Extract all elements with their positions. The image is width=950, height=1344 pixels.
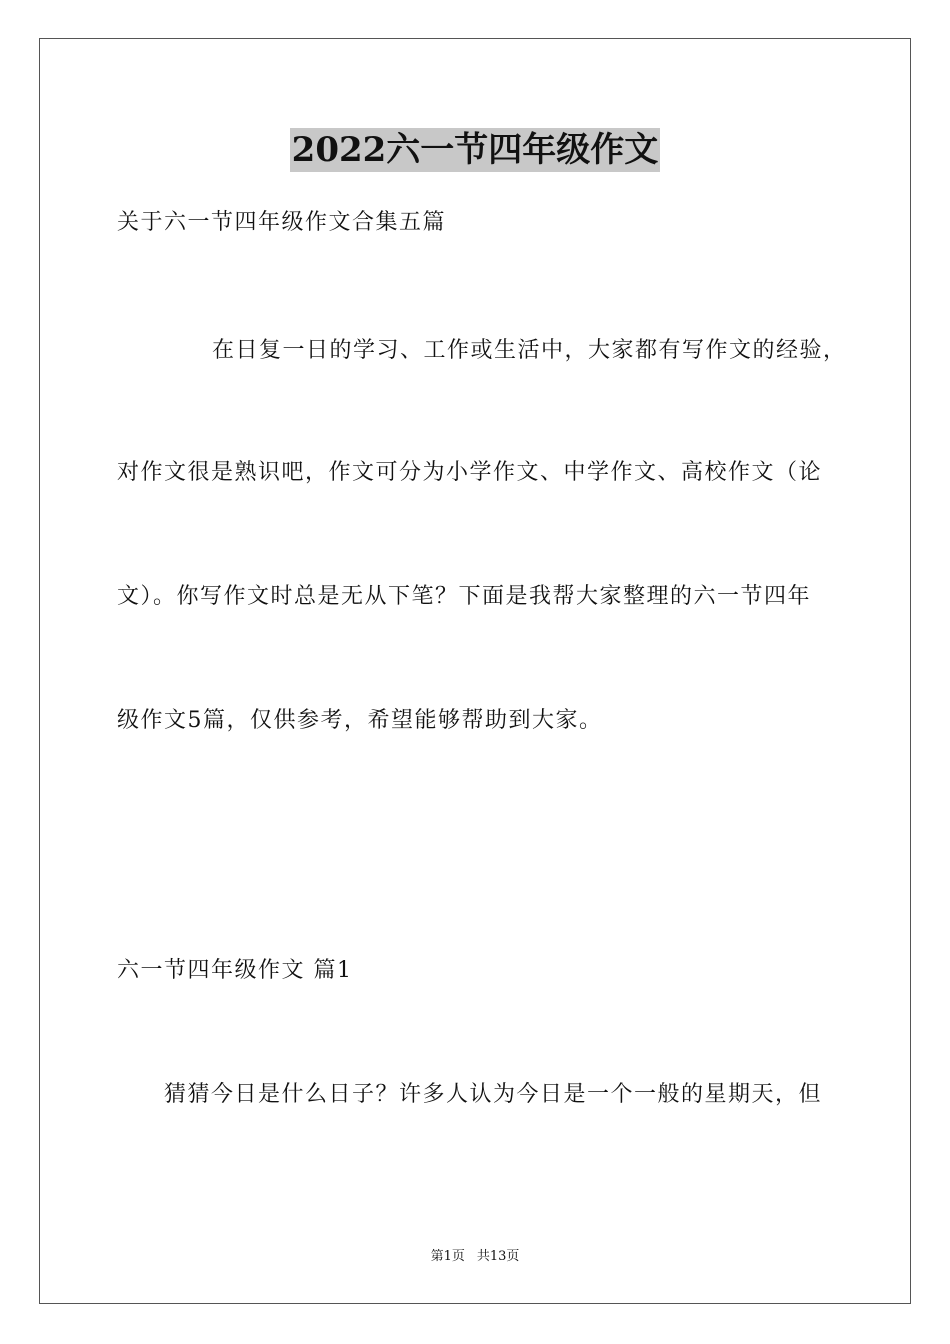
paragraph-line-3: 文）。你写作文时总是无从下笔？下面是我帮大家整理的六一节四年 <box>117 584 812 609</box>
page-number: 第1页 <box>430 1249 465 1264</box>
page-footer <box>0 1248 950 1266</box>
section-first-line: 猜猜今日是什么日子？许多人认为今日是一个一般的星期天，但 <box>164 1082 823 1107</box>
document-title: 2022六一节四年级作文 <box>291 130 659 170</box>
section-heading: 六一节四年级作文 篇1 <box>117 958 353 983</box>
document-title-wrap <box>0 128 950 172</box>
page-total: 共13页 <box>476 1249 520 1264</box>
paragraph-line-4: 级作文5篇，仅供参考，希望能够帮助到大家。 <box>117 708 603 733</box>
paragraph-line-1: 在日复一日的学习、工作或生活中，大家都有写作文的经验， <box>212 338 847 363</box>
document-subtitle: 关于六一节四年级作文合集五篇 <box>117 210 447 235</box>
paragraph-line-2: 对作文很是熟识吧，作文可分为小学作文、中学作文、高校作文（论 <box>117 460 823 485</box>
